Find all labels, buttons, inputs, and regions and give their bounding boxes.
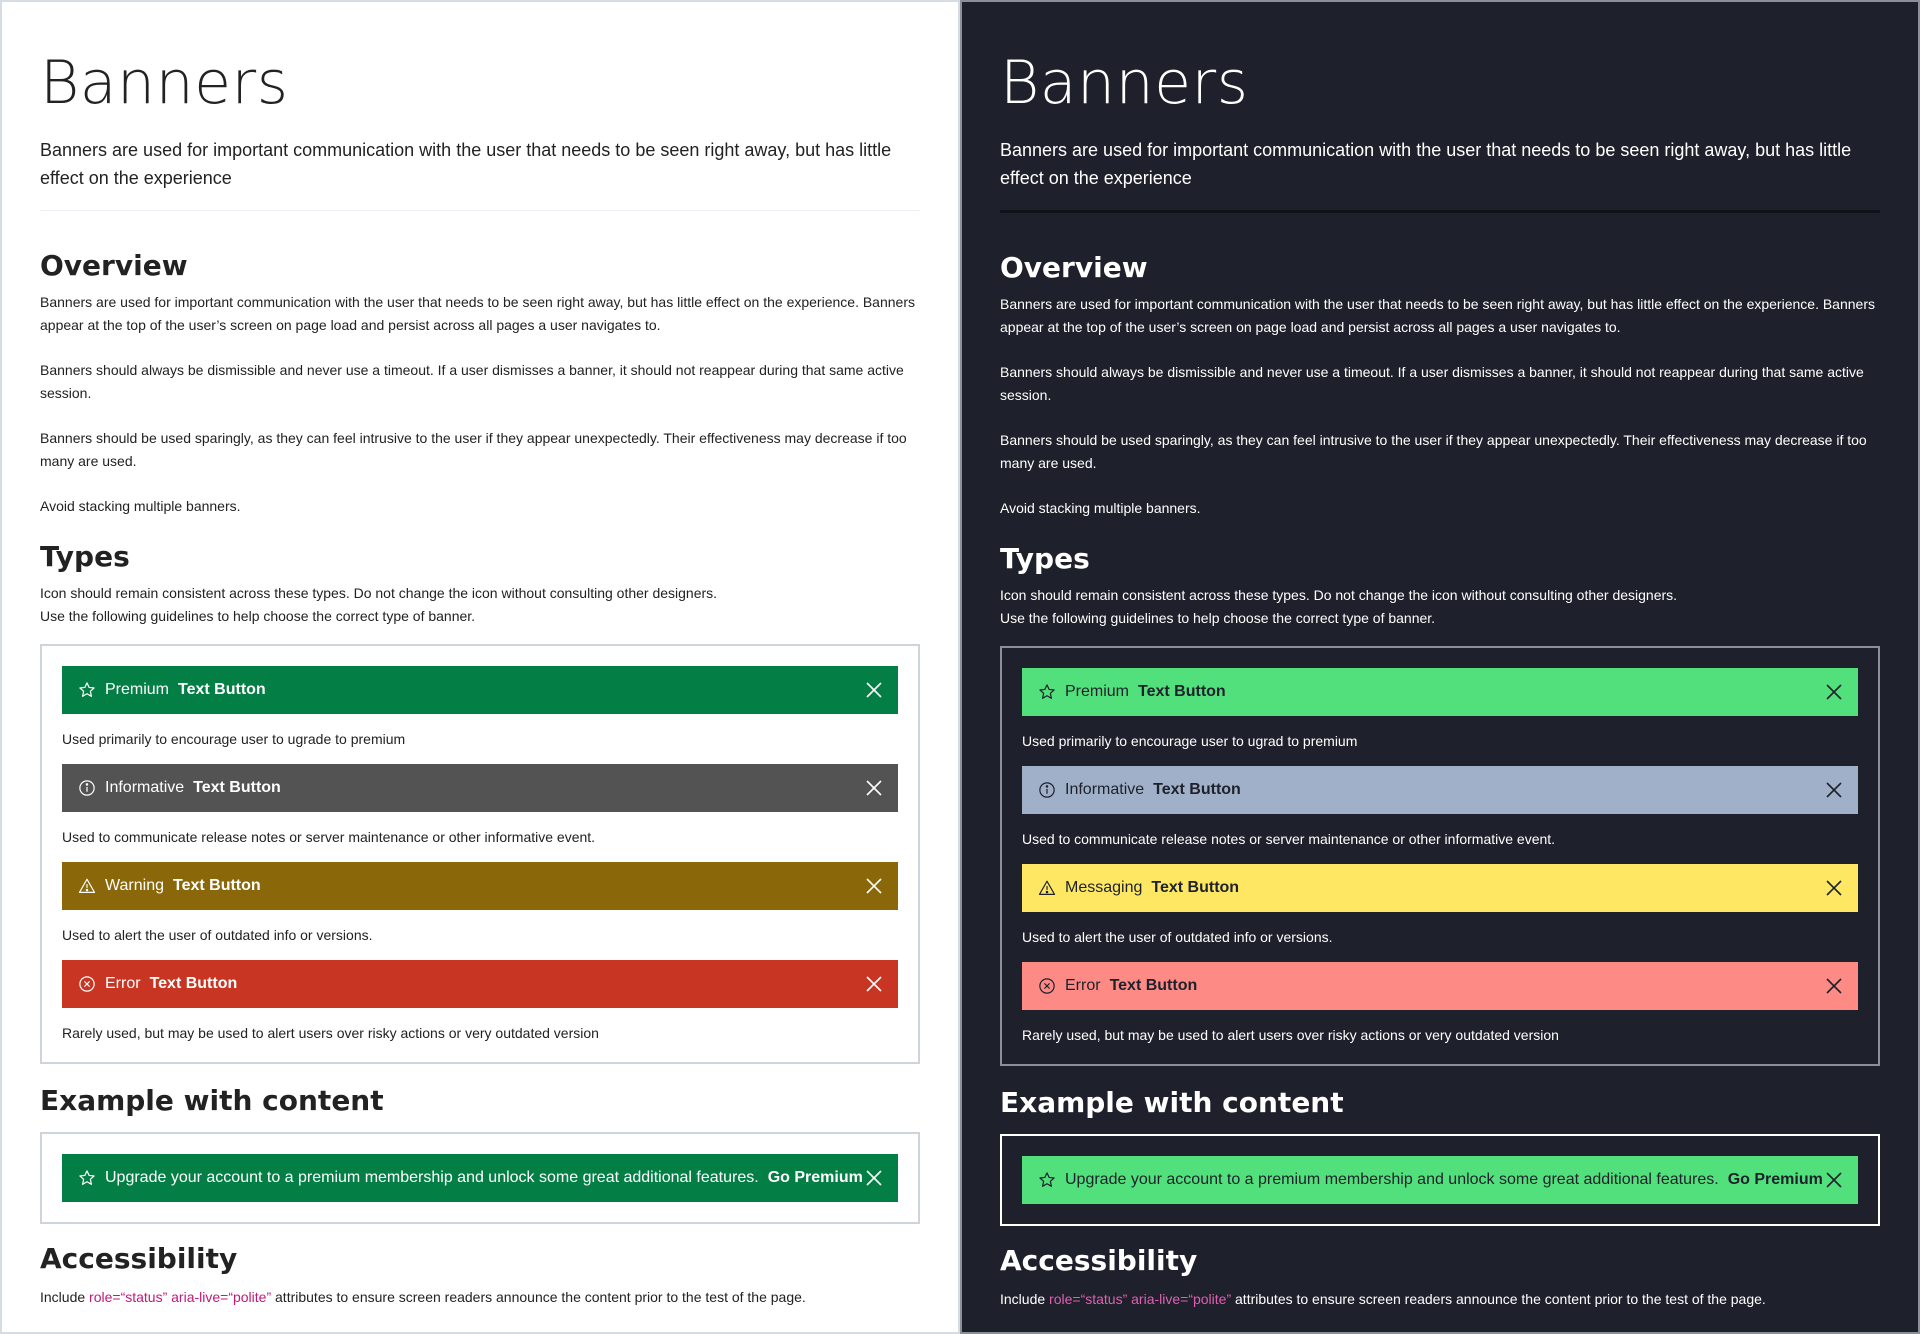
banner-description: Rarely used, but may be used to alert users over risky actions or very outdated version xyxy=(1022,1027,1559,1043)
accessibility-text xyxy=(1000,1288,1880,1310)
banner-message: Upgrade your account to a premium membership and unlock some great additional features. xyxy=(105,1169,759,1186)
banner-text-button[interactable]: Text Button xyxy=(149,975,238,992)
go-premium-button[interactable]: Go Premium xyxy=(1727,1171,1823,1188)
banner-warning xyxy=(62,862,898,910)
example-frame xyxy=(40,1132,920,1224)
types-heading: Types xyxy=(40,540,130,573)
banner-informative xyxy=(1022,766,1858,814)
info-icon xyxy=(78,779,96,797)
banner-text-button[interactable]: Text Button xyxy=(1138,683,1226,700)
divider xyxy=(40,210,920,211)
accessibility-prefix: Include xyxy=(1000,1291,1050,1307)
banner-description: Used primarily to encourage user to ugrad to premium xyxy=(1022,733,1358,749)
accessibility-heading: Accessibility xyxy=(40,1242,238,1275)
dark-theme-panel xyxy=(960,0,1920,1334)
banner-description: Rarely used, but may be used to alert users over risky actions or very outdated version xyxy=(62,1025,599,1041)
overview-paragraph: Banners are used for important communication with the user that needs to be seen right away, but has little effect on the experience. Banners appear at the top of the user’s screen on page load and persist across all pages a user navigates to. xyxy=(1000,296,1875,335)
overview-paragraph: Banners are used for important communication with the user that needs to be seen right away, but has little effect on the experience. Banners appear at the top of the user’s screen on page load and persist across all pages a user navigates to. xyxy=(40,294,915,333)
banner-informative xyxy=(62,764,898,812)
banner-text-button[interactable]: Text Button xyxy=(1109,977,1198,994)
overview-paragraph: Avoid stacking multiple banners. xyxy=(1000,500,1201,516)
banner-types-frame xyxy=(1000,646,1880,1066)
accessibility-prefix: Include xyxy=(40,1289,90,1305)
overview-body xyxy=(40,291,920,518)
close-icon[interactable] xyxy=(864,974,884,994)
banner-label: Warning xyxy=(105,877,164,894)
page-title: Banners xyxy=(40,48,289,118)
go-premium-button[interactable]: Go Premium xyxy=(767,1169,863,1186)
banner-description: Used primarily to encourage user to ugrade to premium xyxy=(62,731,406,747)
overview-paragraph: Banners should be used sparingly, as they can feel intrusive to the user if they appear unexpectedly. Their effectiveness may decrease if too many are used. xyxy=(1000,432,1867,471)
banner-description: Used to communicate release notes or server maintenance or other informative event. xyxy=(62,829,596,845)
types-description xyxy=(40,582,920,628)
divider xyxy=(1000,210,1880,213)
types-heading: Types xyxy=(1000,542,1090,575)
banner-label: Premium xyxy=(105,681,170,698)
close-icon[interactable] xyxy=(864,1168,884,1188)
error-icon xyxy=(78,975,96,993)
types-line: Icon should remain consistent across these types. Do not change the icon without consulting other designers. xyxy=(40,585,718,601)
close-icon[interactable] xyxy=(1824,878,1844,898)
banner-message: Upgrade your account to a premium membership and unlock some great additional features. xyxy=(1065,1171,1719,1188)
example-frame xyxy=(1000,1134,1880,1226)
banner-text-button[interactable]: Text Button xyxy=(178,681,266,698)
banner-label: Error xyxy=(1065,977,1101,994)
star-icon xyxy=(1038,1171,1056,1189)
overview-heading: Overview xyxy=(40,249,188,282)
accessibility-heading: Accessibility xyxy=(1000,1244,1198,1277)
accessibility-suffix: attributes to ensure screen readers announce the content prior to the test of the page. xyxy=(1231,1291,1766,1307)
banner-description: Used to alert the user of outdated info or versions. xyxy=(1022,929,1333,945)
error-icon xyxy=(1038,977,1056,995)
close-icon[interactable] xyxy=(864,778,884,798)
close-icon[interactable] xyxy=(864,876,884,896)
banner-premium xyxy=(1022,668,1858,716)
banner-text-button[interactable]: Text Button xyxy=(1153,781,1241,798)
overview-body xyxy=(1000,293,1880,520)
banner-text-button[interactable]: Text Button xyxy=(193,779,281,796)
overview-paragraph: Banners should be used sparingly, as they can feel intrusive to the user if they appear unexpectedly. Their effectiveness may decrease if too many are used. xyxy=(40,430,907,469)
close-icon[interactable] xyxy=(1824,1170,1844,1190)
star-icon xyxy=(78,1169,96,1187)
overview-paragraph: Banners should always be dismissible and never use a timeout. If a user dismisses a banner, it should not reappear during that same active session. xyxy=(1000,364,1864,403)
star-icon xyxy=(78,681,96,699)
close-icon[interactable] xyxy=(1824,976,1844,996)
banner-messaging xyxy=(1022,864,1858,912)
info-icon xyxy=(1038,781,1056,799)
close-icon[interactable] xyxy=(1824,682,1844,702)
banner-label: Informative xyxy=(1065,781,1145,798)
intro-text: Banners are used for important communication with the user that needs to be seen right away, but has little effect on the experience xyxy=(40,140,892,188)
overview-paragraph: Avoid stacking multiple banners. xyxy=(40,498,241,514)
banner-example-premium xyxy=(62,1154,898,1202)
banner-text-button[interactable]: Text Button xyxy=(1151,879,1240,896)
intro-text: Banners are used for important communication with the user that needs to be seen right away, but has little effect on the experience xyxy=(1000,140,1852,188)
overview-heading: Overview xyxy=(1000,251,1148,284)
close-icon[interactable] xyxy=(864,680,884,700)
banner-premium xyxy=(62,666,898,714)
accessibility-code: role=“status” aria-live=“polite” xyxy=(1049,1291,1232,1307)
accessibility-code: role=“status” aria-live=“polite” xyxy=(89,1289,272,1305)
banner-label: Messaging xyxy=(1065,879,1143,896)
accessibility-text xyxy=(40,1286,920,1308)
star-icon xyxy=(1038,683,1056,701)
warning-icon xyxy=(1038,879,1056,897)
overview-paragraph: Banners should always be dismissible and never use a timeout. If a user dismisses a banner, it should not reappear during that same active session. xyxy=(40,362,904,401)
accessibility-suffix: attributes to ensure screen readers announce the content prior to the test of the page. xyxy=(271,1289,806,1305)
banner-example-premium xyxy=(1022,1156,1858,1204)
banner-types-frame xyxy=(40,644,920,1064)
types-line: Use the following guidelines to help choose the correct type of banner. xyxy=(1000,610,1436,626)
example-heading: Example with content xyxy=(1000,1086,1344,1119)
warning-icon xyxy=(78,877,96,895)
banner-error xyxy=(62,960,898,1008)
example-heading: Example with content xyxy=(40,1084,384,1117)
close-icon[interactable] xyxy=(1824,780,1844,800)
page-title: Banners xyxy=(1000,48,1249,118)
types-line: Icon should remain consistent across these types. Do not change the icon without consulting other designers. xyxy=(1000,587,1678,603)
banner-error xyxy=(1022,962,1858,1010)
types-description xyxy=(1000,584,1880,630)
types-line: Use the following guidelines to help choose the correct type of banner. xyxy=(40,608,476,624)
banner-description: Used to alert the user of outdated info or versions. xyxy=(62,927,373,943)
banner-label: Premium xyxy=(1065,683,1130,700)
banner-label: Error xyxy=(105,975,141,992)
banner-description: Used to communicate release notes or server maintenance or other informative event. xyxy=(1022,831,1556,847)
banner-text-button[interactable]: Text Button xyxy=(172,877,261,894)
banner-label: Informative xyxy=(105,779,185,796)
